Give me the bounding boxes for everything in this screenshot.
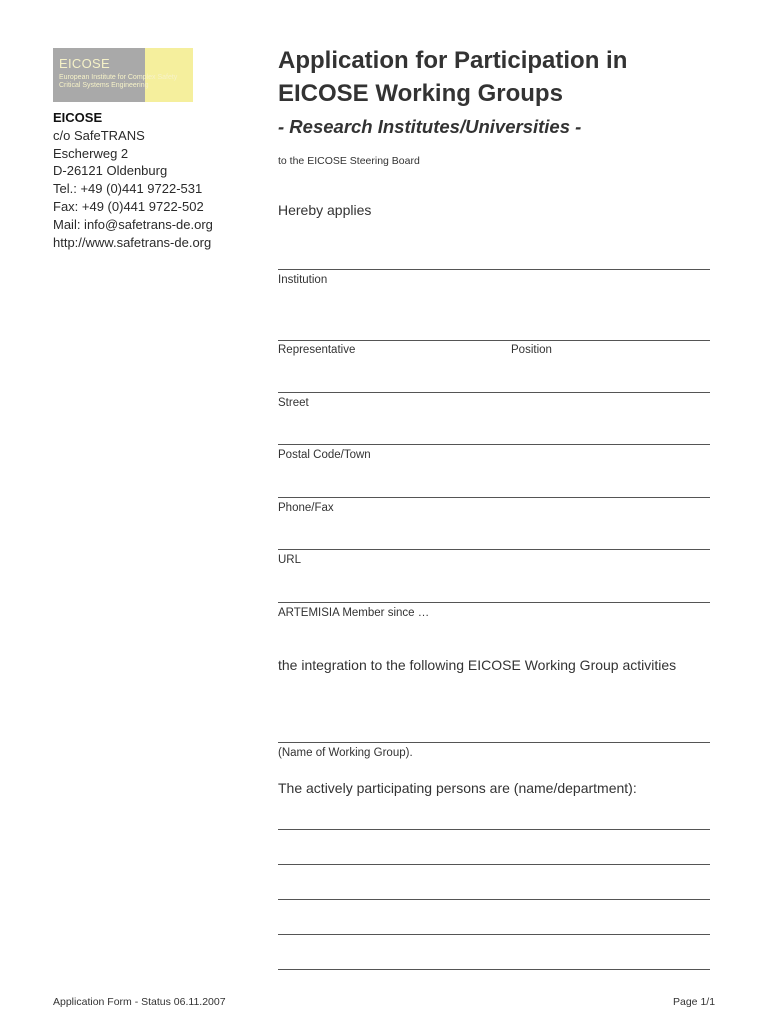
recipient-text: to the EICOSE Steering Board	[278, 155, 420, 167]
street-field-line[interactable]	[278, 392, 710, 393]
postal-label: Postal Code/Town	[278, 449, 371, 461]
address-line: Escherweg 2	[53, 145, 129, 161]
logo-subtitle-line-2: Critical Systems Engineering	[59, 82, 149, 89]
logo-subtitle	[59, 74, 191, 90]
street-label: Street	[278, 397, 309, 409]
address-website: http://www.safetrans-de.org	[53, 234, 212, 250]
footer-page-number: Page 1/1	[673, 996, 716, 1008]
institution-label: Institution	[278, 274, 328, 286]
participant-field-line[interactable]	[278, 899, 710, 900]
working-group-field-line[interactable]	[278, 742, 710, 743]
artemisia-field-line[interactable]	[278, 602, 710, 603]
page-title	[278, 44, 718, 110]
address-mail: Mail: info@safetrans-de.org	[53, 216, 213, 232]
applies-text: Hereby applies	[278, 202, 372, 218]
eicose-logo	[53, 48, 193, 102]
logo-subtitle-line-1: European Institute for Complex Safety	[59, 74, 178, 81]
participant-field-line[interactable]	[278, 864, 710, 865]
working-group-label: (Name of Working Group).	[278, 747, 413, 759]
artemisia-label: ARTEMISIA Member since …	[278, 607, 430, 619]
institution-field-line[interactable]	[278, 269, 710, 270]
footer-status: Application Form - Status 06.11.2007	[53, 996, 226, 1008]
representative-label: Representative	[278, 344, 356, 356]
participant-field-line[interactable]	[278, 829, 710, 830]
participants-text: The actively participating persons are (name/department):	[278, 780, 637, 796]
address-line: c/o SafeTRANS	[53, 127, 145, 143]
url-label: URL	[278, 554, 302, 566]
address-fax: Fax: +49 (0)441 9722-502	[53, 198, 204, 214]
participant-field-line[interactable]	[278, 934, 710, 935]
logo-name: EICOSE	[59, 56, 110, 71]
address-line: D-26121 Oldenburg	[53, 163, 168, 179]
position-label: Position	[511, 344, 552, 356]
title-line-2: EICOSE Working Groups	[278, 80, 563, 107]
phone-field-line[interactable]	[278, 497, 710, 498]
postal-field-line[interactable]	[278, 444, 710, 445]
page-subtitle: - Research Institutes/Universities -	[278, 116, 582, 137]
title-line-1: Application for Participation in	[278, 47, 628, 74]
representative-field-line[interactable]	[278, 340, 710, 341]
address-org: EICOSE	[53, 110, 103, 125]
address-phone: Tel.: +49 (0)441 9722-531	[53, 181, 203, 197]
participant-field-line[interactable]	[278, 969, 710, 970]
integration-text: the integration to the following EICOSE Working Group activities	[278, 657, 677, 673]
url-field-line[interactable]	[278, 549, 710, 550]
phone-label: Phone/Fax	[278, 502, 334, 514]
address-block	[53, 109, 263, 251]
